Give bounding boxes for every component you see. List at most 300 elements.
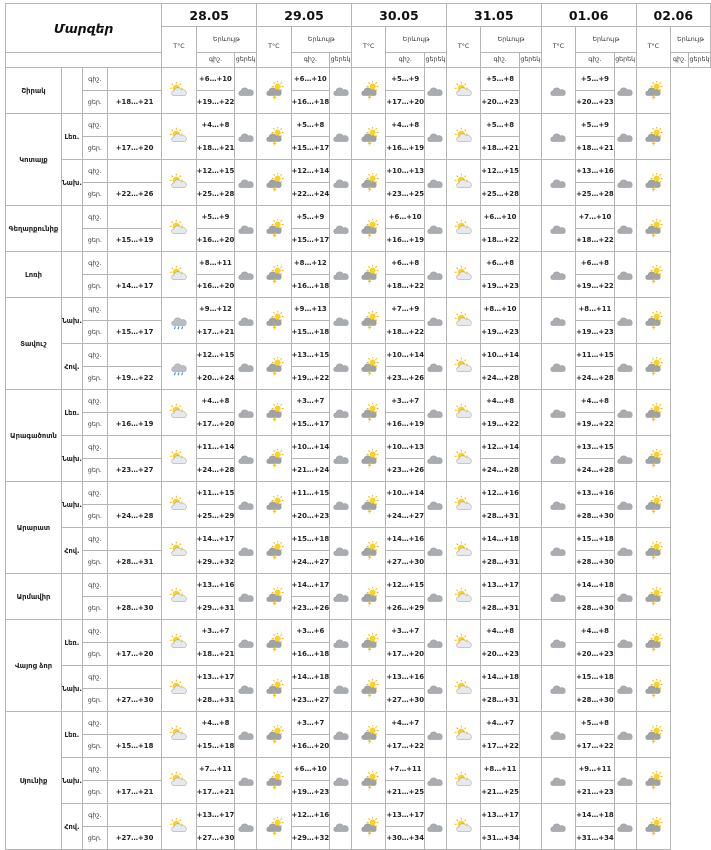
regional-forecast-table [5, 3, 711, 850]
sun-cloud-thunder-icon [643, 81, 663, 101]
sun-cloud-thunder-icon [264, 311, 284, 331]
phenomenon-day-cell [636, 666, 670, 712]
sun-cloud-icon [454, 311, 474, 331]
temperature-range [107, 436, 161, 459]
phenomenon-day-cell [541, 666, 575, 712]
phenomenon-icon-cell [162, 804, 196, 850]
temperature-range: +19…+22 [576, 413, 615, 436]
cloud-icon [425, 725, 445, 745]
cloud-icon [548, 127, 568, 147]
temperature-range: +20…+24 [196, 367, 235, 390]
temperature-range: +31…+34 [481, 827, 520, 850]
phenomenon-night-cell [425, 390, 447, 436]
sun-cloud-thunder-icon [359, 81, 379, 101]
temperature-range: +28…+31 [481, 505, 520, 528]
sun-cloud-thunder-icon [359, 587, 379, 607]
temperature-range: +28…+30 [576, 597, 615, 620]
temperature-range: +8…+10 [481, 298, 520, 321]
phenomenon-day-cell [541, 712, 575, 758]
cloud-icon [236, 541, 256, 561]
cloud-icon [331, 219, 351, 239]
phenomenon-day-cell [636, 252, 670, 298]
time-of-day-label: ցեր. [82, 459, 107, 482]
cloud-icon [236, 449, 256, 469]
sun-cloud-icon [169, 725, 189, 745]
phenomenon-night-cell [614, 758, 636, 804]
temperature-range: +7…+11 [386, 758, 425, 781]
subregion-label: Նախ. [61, 298, 82, 344]
temperature-range: +21…+25 [386, 781, 425, 804]
phenomenon-night-cell [330, 574, 352, 620]
temperature-range: +13…+16 [576, 482, 615, 505]
temperature-range: +15…+18 [576, 666, 615, 689]
temperature-range: +3…+6 [291, 620, 330, 643]
temperature-range: +28…+31 [481, 597, 520, 620]
header-blank-cell [6, 53, 162, 68]
sun-cloud-thunder-icon [264, 127, 284, 147]
phenomenon-day-cell [446, 252, 480, 298]
temperature-range: +5…+8 [481, 68, 520, 91]
sun-cloud-icon [454, 265, 474, 285]
sun-cloud-icon [169, 403, 189, 423]
sun-cloud-thunder-icon [359, 633, 379, 653]
phenomenon-day-cell [352, 528, 386, 574]
sun-cloud-thunder-icon [264, 403, 284, 423]
temperature-range: +16…+19 [386, 413, 425, 436]
temperature-range: +3…+7 [386, 620, 425, 643]
phenomenon-night-cell [330, 436, 352, 482]
phenomenon-night-cell [519, 206, 541, 252]
time-of-day-label: գիշ. [82, 114, 107, 137]
temperature-range: +9…+13 [291, 298, 330, 321]
sun-cloud-icon [454, 495, 474, 515]
forecast-row [6, 574, 711, 597]
forecast-table-container [5, 3, 711, 850]
cloud-icon [548, 725, 568, 745]
phenomenon-night-cell [235, 390, 257, 436]
cloud-icon [548, 495, 568, 515]
temperature-range: +6…+8 [481, 252, 520, 275]
sun-cloud-thunder-icon [643, 219, 663, 239]
time-of-day-label: գիշ. [82, 758, 107, 781]
cloud-icon [236, 771, 256, 791]
temperature-range: +6…+10 [481, 206, 520, 229]
temperature-range [107, 68, 161, 91]
phenomenon-day-cell [446, 804, 480, 850]
region-name: Արմավիր [6, 574, 62, 620]
cloud-icon [548, 265, 568, 285]
cloud-icon [331, 633, 351, 653]
phenomenon-day-cell [257, 620, 291, 666]
cloud-icon [615, 817, 635, 837]
sun-cloud-thunder-icon [359, 403, 379, 423]
temperature-range: +31…+34 [576, 827, 615, 850]
temperature-range: +14…+18 [576, 574, 615, 597]
cloud-icon [331, 725, 351, 745]
temperature-range: +8…+12 [291, 252, 330, 275]
sun-cloud-thunder-icon [264, 725, 284, 745]
phenomenon-night-cell [235, 528, 257, 574]
time-of-day-label: ցեր. [82, 597, 107, 620]
temperature-range: +6…+10 [291, 758, 330, 781]
temperature-range: +8…+11 [481, 758, 520, 781]
sun-cloud-thunder-icon [264, 357, 284, 377]
sun-cloud-icon [454, 633, 474, 653]
sun-cloud-icon [454, 725, 474, 745]
temperature-range: +24…+28 [576, 459, 615, 482]
phenomenon-night-cell [614, 712, 636, 758]
cloud-rain-icon [169, 357, 189, 377]
temperature-range: +28…+30 [107, 597, 161, 620]
temperature-range: +14…+16 [386, 528, 425, 551]
sun-cloud-thunder-icon [264, 81, 284, 101]
temperature-range: +28…+30 [576, 689, 615, 712]
phenomenon-night-cell [614, 482, 636, 528]
sun-cloud-icon [169, 449, 189, 469]
cloud-icon [331, 127, 351, 147]
phenomenon-night-cell [235, 758, 257, 804]
phenomenon-day-cell [541, 252, 575, 298]
phenomenon-night-cell [330, 390, 352, 436]
temperature-range: +10…+13 [386, 160, 425, 183]
sun-cloud-thunder-icon [264, 265, 284, 285]
phenomenon-night-cell [330, 68, 352, 114]
sun-cloud-thunder-icon [359, 725, 379, 745]
temperature-range: +14…+18 [481, 666, 520, 689]
subregion-label [61, 68, 82, 114]
cloud-icon [615, 679, 635, 699]
phenomenon-day-cell [541, 206, 575, 252]
temperature-range: +17…+21 [196, 781, 235, 804]
sun-cloud-icon [169, 219, 189, 239]
forecast-row [6, 206, 711, 229]
phenomenon-day-cell [352, 620, 386, 666]
forecast-row [6, 114, 711, 137]
temperature-range: +12…+14 [291, 160, 330, 183]
phenomenon-day-cell [257, 160, 291, 206]
time-of-day-label: գիշ. [82, 68, 107, 91]
phenomenon-night-cell [330, 620, 352, 666]
subregion-label: Լեռ. [61, 114, 82, 160]
cloud-icon [331, 357, 351, 377]
sun-cloud-icon [169, 81, 189, 101]
temperature-range: +4…+7 [386, 712, 425, 735]
phenomenon-night-cell [614, 804, 636, 850]
phenomenon-night-cell [330, 758, 352, 804]
phenomenon-day-cell [352, 390, 386, 436]
time-of-day-label: ցեր. [82, 91, 107, 114]
temperature-range: +18…+22 [386, 321, 425, 344]
temperature-range: +14…+17 [291, 574, 330, 597]
day-column-header: ցերեկ [235, 53, 257, 68]
temperature-range: +28…+31 [107, 551, 161, 574]
phenomenon-day-cell [352, 666, 386, 712]
phenomenon-day-cell [446, 68, 480, 114]
temperature-range: +16…+20 [291, 735, 330, 758]
temperature-range: +25…+28 [481, 183, 520, 206]
phenomenon-icon-cell [162, 528, 196, 574]
phenomenon-day-cell [446, 666, 480, 712]
sun-cloud-thunder-icon [643, 495, 663, 515]
day-column-header: ցերեկ [614, 53, 636, 68]
sun-cloud-icon [169, 541, 189, 561]
phenomenon-day-cell [636, 482, 670, 528]
cloud-icon [331, 265, 351, 285]
phenomenon-night-cell [519, 436, 541, 482]
temperature-range: +15…+18 [196, 735, 235, 758]
cloud-icon [615, 173, 635, 193]
temperature-range: +10…+14 [291, 436, 330, 459]
temperature-range: +20…+23 [576, 91, 615, 114]
time-of-day-label: ցեր. [82, 137, 107, 160]
phenomenon-night-cell [614, 390, 636, 436]
temperature-range: +3…+7 [291, 390, 330, 413]
phenomenon-day-cell [541, 160, 575, 206]
phenomenon-day-cell [352, 436, 386, 482]
phenomenon-night-cell [614, 160, 636, 206]
temperature-range [107, 252, 161, 275]
phenomenon-day-cell [636, 114, 670, 160]
temperature-range [107, 482, 161, 505]
temperature-range: +6…+10 [291, 68, 330, 91]
time-of-day-label: գիշ. [82, 344, 107, 367]
cloud-icon [425, 127, 445, 147]
phenomenon-night-cell [330, 712, 352, 758]
date-header: 31.05 [446, 4, 541, 27]
phenomenon-day-cell [257, 390, 291, 436]
temperature-range: +19…+23 [481, 275, 520, 298]
cloud-icon [331, 587, 351, 607]
phenomenon-night-cell [614, 620, 636, 666]
sun-cloud-thunder-icon [359, 679, 379, 699]
temperature-range: +29…+31 [196, 597, 235, 620]
cloud-icon [331, 173, 351, 193]
cloud-icon [548, 679, 568, 699]
temperature-range: +28…+30 [576, 505, 615, 528]
time-of-day-label: ցեր. [82, 551, 107, 574]
temperature-range: +10…+14 [386, 344, 425, 367]
temperature-range [107, 758, 161, 781]
cloud-icon [548, 81, 568, 101]
phenomenon-icon-cell [162, 758, 196, 804]
temperature-range: +4…+8 [386, 114, 425, 137]
sun-cloud-icon [454, 81, 474, 101]
temperature-range: +19…+23 [481, 321, 520, 344]
time-of-day-label: գիշ. [82, 206, 107, 229]
sun-cloud-icon [169, 633, 189, 653]
phenomenon-day-cell [541, 344, 575, 390]
phenomenon-night-cell [330, 298, 352, 344]
phenomenon-day-cell [446, 390, 480, 436]
phenomenon-night-cell [614, 574, 636, 620]
cloud-icon [236, 173, 256, 193]
sun-cloud-thunder-icon [264, 173, 284, 193]
cloud-icon [425, 817, 445, 837]
cloud-icon [236, 265, 256, 285]
temperature-range: +10…+14 [386, 482, 425, 505]
sun-cloud-thunder-icon [264, 495, 284, 515]
date-header: 01.06 [541, 4, 636, 27]
temp-column-header: T°C [541, 27, 575, 68]
temperature-range: +23…+26 [291, 597, 330, 620]
phenomenon-night-cell [614, 436, 636, 482]
temperature-range: +7…+9 [386, 298, 425, 321]
sun-cloud-thunder-icon [643, 403, 663, 423]
phenomenon-night-cell [235, 666, 257, 712]
temperature-range: +29…+32 [196, 551, 235, 574]
phenomenon-night-cell [425, 114, 447, 160]
temperature-range: +12…+15 [481, 160, 520, 183]
time-of-day-label: ցեր. [82, 275, 107, 298]
temperature-range: +19…+22 [576, 275, 615, 298]
phenomenon-column-header: Երևույթ [576, 27, 636, 53]
sun-cloud-thunder-icon [643, 725, 663, 745]
cloud-icon [548, 219, 568, 239]
subregion-label [61, 252, 82, 298]
phenomenon-night-cell [235, 252, 257, 298]
subregion-label: Նախ. [61, 666, 82, 712]
phenomenon-day-cell [636, 804, 670, 850]
cloud-icon [615, 587, 635, 607]
cloud-icon [548, 771, 568, 791]
sun-cloud-thunder-icon [359, 357, 379, 377]
phenomenon-day-cell [541, 68, 575, 114]
temperature-range: +16…+18 [291, 275, 330, 298]
temperature-range: +25…+28 [576, 183, 615, 206]
phenomenon-night-cell [330, 804, 352, 850]
sun-cloud-icon [169, 679, 189, 699]
cloud-icon [615, 633, 635, 653]
phenomenon-night-cell [614, 298, 636, 344]
temperature-range: +15…+17 [291, 137, 330, 160]
cloud-icon [236, 633, 256, 653]
sun-cloud-icon [169, 265, 189, 285]
temperature-range: +7…+10 [576, 206, 615, 229]
temperature-range: +28…+31 [196, 689, 235, 712]
subregion-label [61, 574, 82, 620]
cloud-rain-icon [169, 311, 189, 331]
sun-cloud-thunder-icon [264, 219, 284, 239]
cloud-icon [425, 771, 445, 791]
phenomenon-day-cell [636, 712, 670, 758]
subregion-label: Լեռ. [61, 620, 82, 666]
sun-cloud-icon [454, 127, 474, 147]
temperature-range: +16…+20 [196, 275, 235, 298]
temperature-range: +6…+10 [386, 206, 425, 229]
temperature-range: +24…+28 [196, 459, 235, 482]
cloud-icon [425, 449, 445, 469]
night-column-header: գիշ. [291, 53, 330, 68]
cloud-icon [615, 311, 635, 331]
subregion-label [61, 206, 82, 252]
phenomenon-night-cell [330, 344, 352, 390]
phenomenon-day-cell [352, 114, 386, 160]
phenomenon-night-cell [235, 712, 257, 758]
cloud-icon [615, 403, 635, 423]
phenomenon-day-cell [352, 758, 386, 804]
phenomenon-icon-cell [162, 68, 196, 114]
phenomenon-icon-cell [162, 206, 196, 252]
temperature-range: +3…+7 [386, 390, 425, 413]
cloud-icon [236, 679, 256, 699]
cloud-icon [236, 725, 256, 745]
temperature-range: +18…+21 [107, 91, 161, 114]
sun-cloud-thunder-icon [264, 679, 284, 699]
temperature-range: +28…+31 [481, 551, 520, 574]
phenomenon-night-cell [614, 114, 636, 160]
temperature-range: +18…+21 [481, 137, 520, 160]
temperature-range: +13…+17 [196, 666, 235, 689]
phenomenon-icon-cell [162, 482, 196, 528]
table-title: Մարզեր [6, 4, 162, 53]
phenomenon-day-cell [352, 68, 386, 114]
temperature-range: +17…+22 [576, 735, 615, 758]
cloud-icon [615, 265, 635, 285]
cloud-icon [548, 587, 568, 607]
night-column-header: գիշ. [670, 53, 688, 68]
temperature-range: +19…+22 [107, 367, 161, 390]
cloud-icon [236, 587, 256, 607]
phenomenon-night-cell [425, 206, 447, 252]
temperature-range: +11…+14 [196, 436, 235, 459]
day-column-header: ցերեկ [689, 53, 711, 68]
phenomenon-day-cell [446, 528, 480, 574]
region-name: Շիրակ [6, 68, 62, 114]
temperature-range: +20…+23 [481, 643, 520, 666]
phenomenon-night-cell [614, 68, 636, 114]
sun-cloud-thunder-icon [359, 541, 379, 561]
phenomenon-night-cell [614, 528, 636, 574]
phenomenon-day-cell [541, 114, 575, 160]
phenomenon-night-cell [519, 620, 541, 666]
temperature-range: +15…+19 [107, 229, 161, 252]
temperature-range [107, 390, 161, 413]
time-of-day-label: ցեր. [82, 183, 107, 206]
phenomenon-day-cell [257, 298, 291, 344]
cloud-icon [331, 81, 351, 101]
forecast-row [6, 298, 711, 321]
sun-cloud-thunder-icon [264, 541, 284, 561]
phenomenon-night-cell [614, 666, 636, 712]
cloud-icon [548, 449, 568, 469]
sun-cloud-icon [454, 541, 474, 561]
subregion-label: Լեռ. [61, 712, 82, 758]
sun-cloud-thunder-icon [643, 679, 663, 699]
phenomenon-icon-cell [162, 114, 196, 160]
cloud-icon [548, 633, 568, 653]
temperature-range: +13…+16 [386, 666, 425, 689]
time-of-day-label: ցեր. [82, 229, 107, 252]
day-column-header: ցերեկ [330, 53, 352, 68]
temperature-range: +23…+26 [386, 459, 425, 482]
temperature-range: +24…+27 [291, 551, 330, 574]
temperature-range: +5…+8 [481, 114, 520, 137]
temperature-range: +15…+17 [291, 413, 330, 436]
sun-cloud-thunder-icon [264, 771, 284, 791]
date-header: 29.05 [257, 4, 352, 27]
cloud-icon [331, 311, 351, 331]
phenomenon-icon-cell [162, 344, 196, 390]
time-of-day-label: գիշ. [82, 252, 107, 275]
phenomenon-night-cell [330, 666, 352, 712]
temperature-range: +18…+21 [576, 137, 615, 160]
phenomenon-day-cell [352, 252, 386, 298]
cloud-icon [236, 81, 256, 101]
phenomenon-day-cell [446, 712, 480, 758]
sun-cloud-thunder-icon [643, 127, 663, 147]
phenomenon-night-cell [235, 620, 257, 666]
temperature-range: +15…+18 [576, 528, 615, 551]
